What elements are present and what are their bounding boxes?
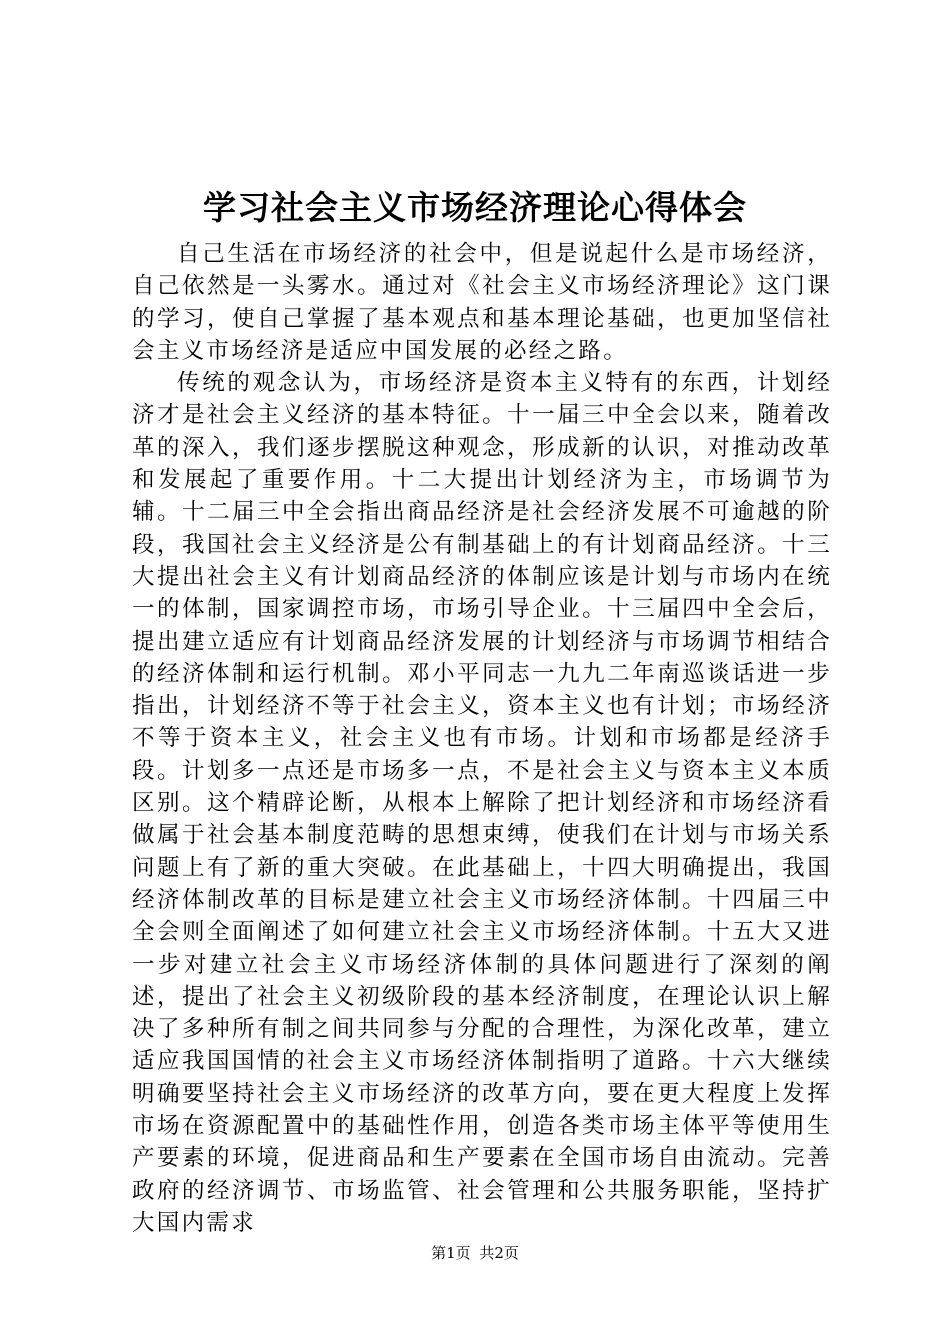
page-total: 共2页: [479, 1244, 519, 1262]
document-title: 学习社会主义市场经济理论心得体会: [203, 188, 747, 227]
page-number: 第1页: [431, 1244, 471, 1262]
page-footer: [0, 1243, 950, 1263]
paragraph-2: 传统的观念认为，市场经济是资本主义特有的东西，计划经济才是社会主义经济的基本特征。十一届三中全会以来，随着改革的深入，我们逐步摆脱这种观念，形成新的认识，对推动改革和发展起了重要作用。十二大提出计划经济为主，市场调节为辅。十二届三中全会指出商品经济是社会经济发展不可逾越的阶段，我国社会主义经济是公有制基础上的有计划商品经济。十三大提出社会主义有计划商品经济的体制应该是计划与市场内在统一的体制，国家调控市场，市场引导企业。十三届四中全会后，提出建立适应有计划商品经济发展的计划经济与市场调节相结合的经济体制和运行机制。邓小平同志一九九二年南巡谈话进一步指出，计划经济不等于社会主义，资本主义也有计划；市场经济不等于资本主义，社会主义也有市场。计划和市场都是经济手段。计划多一点还是市场多一点，不是社会主义与资本主义本质区别。这个精辟论断，从根本上解除了把计划经济和市场经济看做属于社会基本制度范畴的思想束缚，使我们在计划与市场关系问题上有了新的重大突破。在此基础上，十四大明确提出，我国经济体制改革的目标是建立社会主义市场经济体制。十四届三中全会则全面阐述了如何建立社会主义市场经济体制。十五大又进一步对建立社会主义市场经济体制的具体问题进行了深刻的阐述，提出了社会主义初级阶段的基本经济制度，在理论认识上解决了多种所有制之间共同参与分配的合理性，为深化改革，建立适应我国国情的社会主义市场经济体制指明了道路。十六大继续明确要坚持社会主义市场经济的改革方向，要在更大程度上发挥市场在资源配置中的基础性作用，创造各类市场主体平等使用生产要素的环境，促进商品和生产要素在全国市场自由流动。完善政府的经济调节、市场监管、社会管理和公共服务职能，坚持扩大国内需求: [132, 370, 832, 1236]
document-body: [132, 238, 832, 1239]
paragraph-1: 自己生活在市场经济的社会中，但是说起什么是市场经济，自己依然是一头雾水。通过对《社会主义市场经济理论》这门课的学习，使自己掌握了基本观点和基本理论基础，也更加坚信社会主义市场经济是适应中国发展的必经之路。: [132, 241, 832, 364]
